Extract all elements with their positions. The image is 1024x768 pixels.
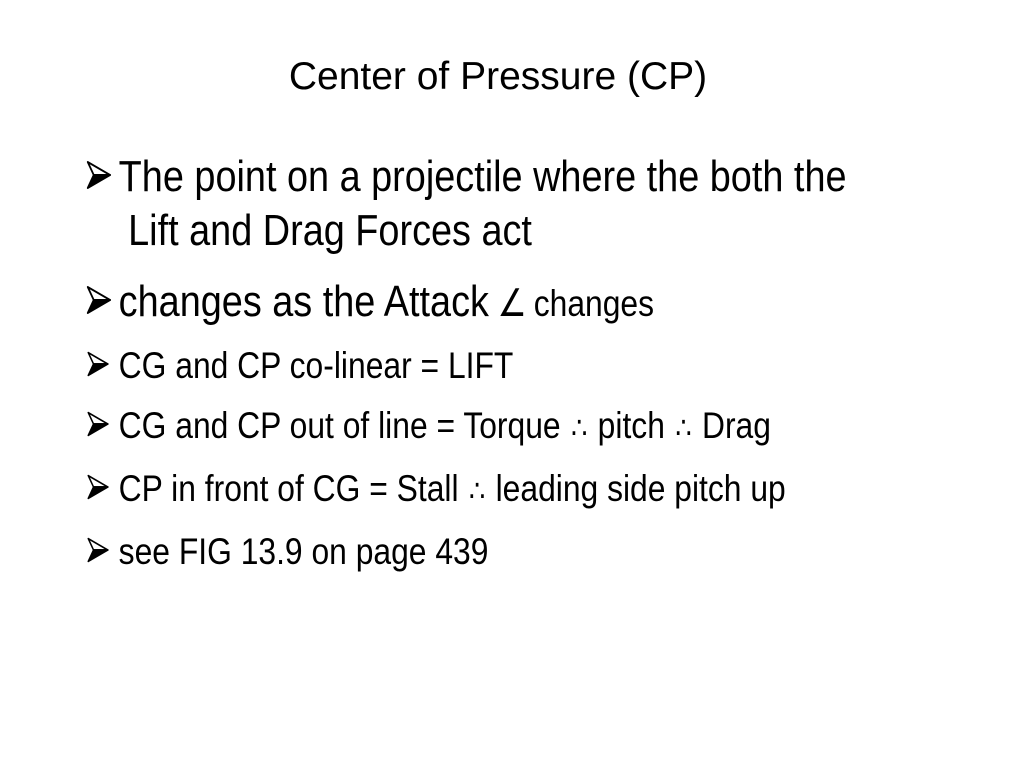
angle-symbol: ∠	[497, 281, 527, 325]
bullet-text: pitch	[597, 405, 665, 446]
bullet-item	[86, 467, 860, 514]
arrowhead-bullet-icon	[86, 284, 119, 316]
arrowhead-bullet-icon	[86, 159, 119, 191]
bullet-text: CG and CP out of line = Torque	[118, 405, 561, 446]
bullet-list	[86, 150, 986, 574]
bullet-item	[86, 404, 860, 451]
bullet-item	[86, 150, 860, 258]
bullet-item	[86, 530, 860, 574]
bullet-text-continued: Lift and Drag Forces act	[128, 206, 532, 255]
bullet-text: leading side pitch up	[495, 468, 786, 509]
bullet-item	[86, 275, 860, 331]
bullet-text: The point on a projectile where the both the	[118, 152, 847, 201]
therefore-symbol: ∴	[570, 411, 588, 446]
slide-title: Center of Pressure (CP)	[288, 55, 708, 98]
arrowhead-bullet-icon	[86, 473, 119, 501]
therefore-symbol: ∴	[468, 474, 486, 509]
bullet-text: CG and CP co-linear = LIFT	[118, 345, 514, 386]
bullet-text: see FIG 13.9 on page 439	[118, 531, 489, 572]
arrowhead-bullet-icon	[86, 350, 119, 378]
bullet-item	[86, 344, 860, 388]
bullet-text: changes as the Attack	[118, 277, 489, 326]
bullet-text: CP in front of CG = Stall	[118, 468, 459, 509]
therefore-symbol: ∴	[675, 411, 692, 446]
bullet-text: Drag	[701, 405, 771, 446]
arrowhead-bullet-icon	[86, 536, 119, 564]
bullet-text-tail: changes	[533, 283, 655, 324]
arrowhead-bullet-icon	[86, 410, 119, 438]
